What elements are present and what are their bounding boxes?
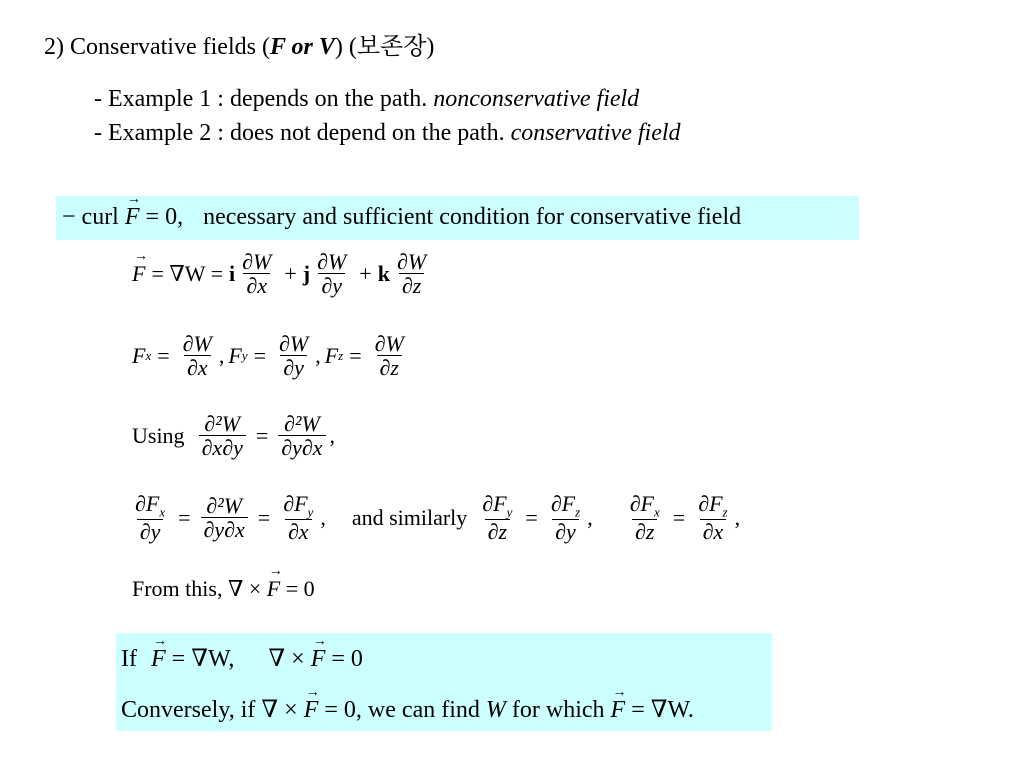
fraction-numerator: ∂F (135, 491, 160, 516)
fraction-denominator: ∂x (184, 355, 211, 379)
curl-condition (62, 204, 741, 231)
conversely-text-2: = 0, we can find (324, 697, 480, 723)
F-vector: → F (304, 697, 319, 724)
comma: , (329, 422, 336, 448)
fraction (372, 332, 407, 379)
subscript: z (722, 504, 728, 520)
fraction-denominator: ∂z (377, 355, 402, 379)
equals-sign: = (255, 422, 269, 448)
equals-sign: = (178, 504, 191, 530)
fraction-denominator: ∂y (318, 273, 345, 297)
F-vector: → F (611, 697, 626, 724)
fraction-numerator: ∂W (374, 331, 404, 356)
fraction (276, 332, 311, 379)
subscript: y (506, 504, 513, 520)
comma: , (218, 342, 225, 368)
fraction-numerator: ∂W (317, 249, 347, 274)
comma: , (320, 504, 326, 530)
fraction-denominator: ∂z (399, 273, 424, 297)
fraction-denominator: ∂y (552, 519, 579, 543)
fraction-denominator: ∂x (285, 519, 312, 543)
fraction (548, 492, 583, 543)
fraction (199, 412, 246, 459)
components-equation (132, 332, 411, 379)
F-symbol: F (324, 342, 339, 368)
fraction-numerator: ∂F (482, 491, 507, 516)
W-symbol: W (485, 697, 506, 723)
fraction-numerator: ∂F (550, 491, 576, 516)
summary-line-2 (121, 695, 694, 724)
curl-symbol: ∇ × (268, 646, 305, 672)
F-vector: → F (151, 646, 166, 673)
example-1-italic: nonconservative field (433, 86, 640, 112)
example-2-text: - Example 2 : does not depend on the path. (94, 120, 505, 146)
symmetry-equation (128, 492, 740, 543)
slide-title (44, 26, 434, 61)
subscript: x (654, 504, 660, 520)
grad-w: = ∇W, (171, 646, 235, 672)
subscript: y (307, 504, 314, 520)
unit-i: i (229, 260, 236, 286)
subscript: z (575, 504, 581, 520)
if-label: If (121, 646, 137, 672)
fraction-denominator: ∂y (137, 519, 164, 543)
for-which: for which (511, 697, 605, 723)
fraction (695, 492, 730, 543)
F-vector: → F (125, 204, 140, 231)
grad-eq: = ∇W = (151, 260, 223, 286)
F-vector: → F (132, 261, 145, 287)
fraction-numerator: ∂W (242, 249, 272, 274)
fraction (278, 412, 325, 459)
F-vector: → F (267, 576, 280, 602)
fraction-denominator: ∂x (243, 273, 270, 297)
using-label: Using (132, 422, 185, 448)
comma: , (315, 342, 321, 368)
equals-sign: = (257, 504, 271, 530)
equals-sign: = (349, 342, 362, 368)
curl-condition-text: necessary and sufficient condition for conservative field (203, 204, 742, 230)
fraction-numerator: ∂W (279, 331, 309, 356)
fraction (239, 250, 274, 297)
comma: , (587, 504, 593, 530)
subscript-y: y (241, 347, 248, 363)
from-this-eq: = 0 (285, 576, 315, 601)
fraction-numerator: ∂W (182, 331, 212, 356)
subscript: x (159, 504, 166, 520)
fraction (201, 494, 248, 541)
title-prefix: 2) Conservative fields ( (44, 34, 270, 60)
fraction-numerator: ∂F (283, 491, 308, 516)
fraction (280, 492, 316, 543)
example-2-italic: conservative field (510, 120, 681, 146)
grad-w-end: = ∇W. (631, 697, 694, 723)
fraction-numerator: ∂²W (284, 411, 320, 436)
equals-sign: = (672, 504, 686, 530)
gradient-equation (132, 250, 433, 297)
fraction-denominator: ∂x∂y (199, 435, 246, 459)
fraction-denominator: ∂z (632, 519, 657, 543)
plus-sign: + (359, 260, 372, 286)
F-symbol: F (228, 342, 242, 368)
fraction (394, 250, 429, 297)
fraction-denominator: ∂y∂x (201, 517, 248, 541)
plus-sign: + (284, 260, 297, 286)
fraction-denominator: ∂y∂x (278, 435, 325, 459)
fraction-numerator: ∂²W (204, 411, 241, 436)
and-similarly: and similarly (351, 504, 468, 530)
F-vector: → F (311, 646, 326, 673)
fraction-numerator: ∂F (629, 491, 654, 516)
curl-eq: = 0, (145, 204, 184, 230)
subscript-x: x (145, 347, 152, 363)
example-2 (94, 120, 681, 147)
fraction-denominator: ∂x (700, 519, 727, 543)
fraction (314, 250, 349, 297)
fraction-numerator: ∂F (698, 491, 723, 516)
unit-j: j (302, 260, 311, 286)
example-1 (94, 86, 639, 113)
unit-k: k (377, 260, 390, 286)
summary-line-1 (121, 644, 363, 673)
title-suffix: ) (보존장) (334, 34, 435, 60)
from-this-label: From this, ∇ × (132, 576, 262, 601)
fraction-denominator: ∂y (280, 355, 307, 379)
example-1-text: - Example 1 : depends on the path. (94, 86, 428, 112)
comma: , (734, 504, 741, 530)
fraction-denominator: ∂z (485, 519, 510, 543)
title-italic: F or V (269, 34, 335, 60)
fraction-numerator: ∂²W (206, 492, 243, 518)
using-equation (132, 412, 335, 459)
fraction (132, 492, 168, 543)
fraction (627, 492, 663, 543)
equals-sign: = (253, 342, 267, 368)
subscript-z: z (338, 347, 344, 363)
equals-sign: = (157, 342, 170, 368)
fraction (180, 332, 215, 379)
from-this-line (132, 576, 315, 602)
conversely-text: Conversely, if ∇ × (121, 697, 298, 723)
equals-sign: = (525, 504, 538, 530)
curl-prefix: − curl (62, 204, 119, 230)
equals-zero: = 0 (331, 646, 363, 672)
fraction (479, 492, 515, 543)
fraction-numerator: ∂W (396, 249, 427, 274)
F-symbol: F (132, 342, 146, 368)
